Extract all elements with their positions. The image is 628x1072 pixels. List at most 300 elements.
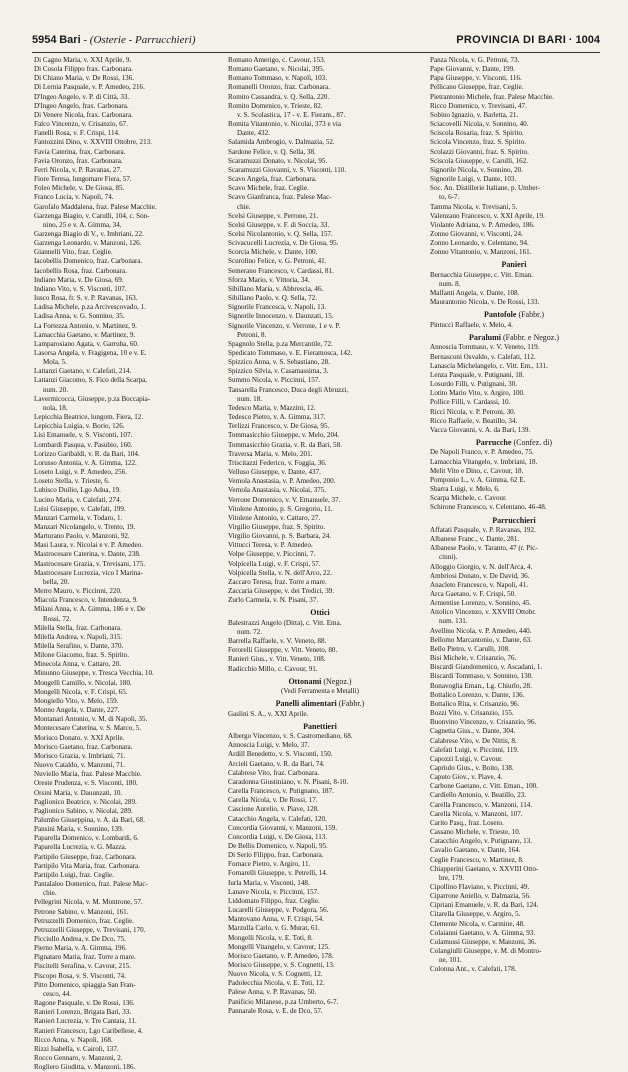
directory-entry: Terlizzi Francesco, v. De Giosa, 95. bbox=[228, 422, 330, 431]
directory-entry: Lamparosiano Agata, v. Garruba, 60. bbox=[34, 339, 139, 348]
entry-continuation: Mola, 5. bbox=[43, 358, 67, 367]
directory-entry: Nuviello Maria, fraz. Palese Macchie. bbox=[34, 770, 142, 779]
directory-entry: Armentise Lorenzo, v. Sonnino, 45. bbox=[430, 599, 532, 608]
directory-entry: Bisi Michele, v. Crisanzio, 76. bbox=[430, 654, 517, 663]
directory-entry: Vernola Anastasia, v. P. Amedeo, 200. bbox=[228, 477, 336, 486]
directory-entry: Bottalico Lorenzo, v. Dante, 136. bbox=[430, 690, 525, 699]
section-heading-title: Panelli alimentari bbox=[275, 699, 337, 709]
directory-entry: Lavermicocca, Giuseppe, p.za Boccapia- bbox=[34, 394, 151, 403]
header-section: - (Osterie - Parrucchieri) bbox=[83, 34, 196, 46]
directory-entry: Ladisa Anna, v. G. Sonnino, 35. bbox=[34, 312, 125, 321]
section-heading-title: Parrucche bbox=[475, 438, 512, 447]
entry-continuation: Dante, 432. bbox=[237, 129, 270, 138]
directory-entry: Ranieri Gius., v. Vitt. Veneto, 108. bbox=[228, 655, 326, 664]
directory-entry: Schirone Francesco, v. Celentano, 46-48. bbox=[430, 503, 547, 512]
directory-entry: Di Cosola Filippo frax. Carbonara. bbox=[34, 65, 133, 74]
column-3 bbox=[430, 56, 598, 974]
directory-entry: Pellicano Giuseppe, fraz. Ceglie. bbox=[430, 83, 524, 92]
header-right bbox=[456, 34, 600, 46]
directory-entry: Favia Oronzo, frax. Carbonara. bbox=[34, 156, 123, 165]
directory-entry: Oreste Prudenza, v. S. Visconti, 180. bbox=[34, 779, 138, 788]
directory-entry: Cagnetta Gius., v. Dante, 304. bbox=[430, 727, 516, 736]
directory-entry: Triscitazzi Federico, v. Foggia, 36. bbox=[228, 458, 327, 467]
directory-entry: Scelsi Giuseppe, v. Perrone, 21. bbox=[228, 211, 319, 220]
directory-entry: Indiano Maria, v. De Giosa, 69. bbox=[34, 275, 124, 284]
directory-entry: Catacchio Angela, v. Calefati, 120. bbox=[228, 814, 327, 823]
directory-entry: Garofalo Maddalena, fraz. Palese Macchie. bbox=[34, 202, 157, 211]
section-heading-title: Panieri bbox=[501, 260, 527, 270]
directory-entry: Petruzzelli Domenico, fraz. Ceglie. bbox=[34, 916, 135, 925]
directory-entry: Carella Nicola, v. De Rossi, 17. bbox=[228, 796, 318, 805]
directory-entry: Balestrazzi Angelo (Ditta), c. Vitt. Ema. bbox=[228, 618, 342, 627]
directory-entry: Carella Francesco, v. Manzoni, 114. bbox=[430, 800, 533, 809]
directory-entry: Rizzi Isabella, v. Cairoli, 137. bbox=[34, 1044, 119, 1053]
directory-entry: Arca Gaetano, v. F. Crispi, 50. bbox=[430, 590, 517, 598]
directory-entry: Favia Caterina, frax. Carbonara. bbox=[34, 147, 126, 156]
directory-entry: Soc. An. Distillerie Italiane, p. Umber- bbox=[430, 184, 540, 193]
directory-entry: Fantozzini Dino, v. XXVIII Ottobre, 213. bbox=[34, 138, 152, 147]
directory-entry: De Napoli Franco, v. P. Amedeo, 75. bbox=[430, 448, 534, 457]
directory-entry: Picciullo Andrea, v. De Dco, 75. bbox=[34, 935, 126, 943]
directory-entry: Iacobellis Domenico, fraz. Carbonara. bbox=[34, 257, 143, 266]
header-province: PROVINCIA DI BARI bbox=[456, 34, 567, 46]
section-heading-title: Panettieri bbox=[303, 721, 337, 731]
directory-entry: Tansarella Francesco, Duca degli Abruzzi, bbox=[228, 385, 349, 394]
section-heading-qualifier: (Fabbr.) bbox=[338, 699, 365, 709]
directory-entry: Ranieri Francesco, Lgo Caribellese, 4. bbox=[34, 1026, 143, 1035]
directory-entry: Colamussi Giuseppe, v. Manzoni, 36. bbox=[430, 937, 537, 946]
directory-entry: Partipilo Giuseppe, fraz. Carbonara. bbox=[34, 852, 137, 861]
directory-entry: Traversa Maria, v. Melo, 201. bbox=[228, 449, 313, 458]
directory-entry: Lotito Mario Vito, v. Argiro, 100. bbox=[430, 389, 525, 398]
directory-entry: Marzulla Carlo, v. G. Murat, 61. bbox=[228, 924, 320, 933]
directory-entry: Garzenga Leonardo, v. Manzoni, 126. bbox=[34, 239, 142, 248]
directory-entry: Giannelli Vito, fraz. Ceglie. bbox=[34, 248, 113, 257]
directory-entry: Ricco Raffaele, v. Beatillo, 34. bbox=[430, 416, 518, 425]
directory-entry: Volpicella Luigi, v. F. Crispi, 57. bbox=[228, 559, 321, 568]
directory-entry: Semerano Francesco, v. Cardassi, 81. bbox=[228, 266, 334, 275]
directory-entry: Morisco Donato, v. XXI Aprile. bbox=[34, 733, 125, 742]
directory-entry: Lattanzi Giacomo, S. Fico della Scarpa, bbox=[34, 376, 148, 385]
directory-entry: Cavalio Gaetano, v. Dante, 164. bbox=[430, 846, 521, 855]
directory-entry: Zurlo Carmela, v. N. Pisani, 37. bbox=[228, 596, 319, 605]
directory-entry: Loseto Stella, v. Trieste, 6. bbox=[34, 477, 110, 486]
section-heading-qualifier: (Fabbr.) bbox=[518, 310, 544, 320]
directory-entry: Caputo Giov., v. Piave, 4. bbox=[430, 773, 503, 782]
directory-entry: Ciparrone Aniello, v. Dalmazia, 56. bbox=[430, 892, 531, 901]
directory-entry: Merro Mauro, v. Piccinni, 220. bbox=[34, 587, 122, 596]
directory-entry: Panificio Milanese, p.za Umberto, 6-7. bbox=[228, 997, 339, 1006]
directory-entry: Zaccaria Giuseppe, v. dei Tredici, 39. bbox=[228, 587, 335, 596]
section-heading-title: Ottici bbox=[310, 608, 330, 618]
directory-entry: Nuovo Cataldo, v. Manzoni, 71. bbox=[34, 761, 125, 770]
directory-entry: Malfanti Angela, v. Dante, 108. bbox=[430, 289, 520, 298]
directory-entry: Calabrese Vito, fraz. Carbonara. bbox=[228, 768, 320, 777]
header-left bbox=[32, 34, 196, 46]
left-page-number: 5954 bbox=[32, 34, 57, 46]
directory-entry: Citarella Giuseppe, v. Argiro, 5. bbox=[430, 910, 521, 919]
directory-entry: Ardill Benedetto, v. S. Visconti, 150. bbox=[228, 750, 333, 759]
directory-entry: Minecola Anna, v. Cattaro, 20. bbox=[34, 660, 122, 669]
directory-entry: Maurantonio Nicola, v. De Rossi, 133. bbox=[430, 298, 540, 307]
directory-entry: Paglionico Sabino, v. Nicolai, 289. bbox=[34, 806, 133, 815]
directory-entry: Mastrocesare Lucrezia, vico I Marina- bbox=[34, 568, 143, 577]
directory-entry: Mongelli Vitangelo, v. Cavour, 125. bbox=[228, 942, 330, 951]
directory-entry: Scelsi Giuseppe, v. F. di Soccia, 33. bbox=[228, 220, 330, 229]
directory-entry: Cardiello Antonio, v. Beatillo, 23. bbox=[430, 791, 527, 800]
section-heading-qualifier: (Negoz.) bbox=[323, 676, 352, 686]
directory-entry: Partipilo Vita Maria, fraz. Carbonara. bbox=[34, 861, 141, 870]
directory-entry: Pape Giovanni, v. Dante, 199. bbox=[430, 65, 516, 74]
entry-continuation: to, 6-7. bbox=[439, 193, 460, 202]
directory-entry: Orsini Maria, v. Dauunzati, 10. bbox=[34, 788, 123, 797]
directory-entry: Lombardi Pasqua, v. Pasubio, 160. bbox=[34, 440, 133, 449]
directory-entry: Romita Vitantonio, v. Nicolai, 373 e via bbox=[228, 120, 342, 129]
directory-entry: Monno Angela, v. Dante, 227. bbox=[34, 706, 120, 715]
section-heading bbox=[430, 333, 598, 342]
entry-continuation: Rossi, 72. bbox=[43, 614, 72, 623]
directory-entry: Milella Andrea, v. Napoli, 315. bbox=[34, 632, 123, 641]
directory-entry: Albanese Franc., v. Dante, 281. bbox=[430, 535, 520, 544]
entry-continuation: ne, 101. bbox=[439, 956, 462, 965]
directory-entry: Palese Anna, v. P. Ravanas, 50. bbox=[228, 988, 317, 997]
directory-entry: Fanelli Rosa, v. F. Crispi, 114. bbox=[34, 129, 120, 138]
directory-entry: Lepicchia Luigia, v. Borio, 126. bbox=[34, 422, 125, 431]
directory-entry: Cipriani Emanuele, v. R. da Bari, 124. bbox=[430, 901, 539, 910]
directory-entry: Spagnolo Stella, p.za Mercantile, 72. bbox=[228, 339, 333, 348]
directory-entry: Pignataro Maria, fraz. Torre a mare. bbox=[34, 953, 136, 962]
directory-entry: Romanelli Oronzo, fraz. Carbonara. bbox=[228, 83, 331, 92]
directory-entry: Signorile Innocenzo, v. Daunzati, 15. bbox=[228, 312, 334, 321]
directory-entry: Lorizzo Garibaldi, v. R. da Bari, 104. bbox=[34, 449, 140, 458]
directory-entry: Piscopo Rosa, v. S. Visconti, 74. bbox=[34, 971, 126, 980]
directory-entry: Vernola Anastasia, v. Nicolai, 375. bbox=[228, 486, 327, 495]
directory-entry: Concordia Giovanni, v. Manzoni, 159. bbox=[228, 823, 338, 832]
directory-entry: Garzenga Biagio, v. Carulli, 104, c. Son- bbox=[34, 211, 150, 220]
directory-entry: Vacca Giovanni, v. A. da Bari, 139. bbox=[430, 425, 531, 434]
directory-entry: Capriulo Gius., v. Boito, 138. bbox=[430, 763, 514, 772]
directory-entry: Indiano Vito, v. S. Visconti, 107. bbox=[34, 284, 127, 293]
directory-entry: Ferri Nicola, v. P. Ravanas, 27. bbox=[34, 165, 122, 174]
directory-entry: Capozzi Luigi, v. Cavour. bbox=[430, 754, 503, 763]
directory-entry: Iurla Maria, v. Visconti, 148. bbox=[228, 878, 310, 887]
directory-entry: Lanave Nicola, v. Piccinni, 157. bbox=[228, 887, 319, 896]
directory-entry: Avellino Nicola, v. P. Amedeo, 440. bbox=[430, 626, 532, 635]
directory-entry: Lasorsa Angela, v. Fragigena, 10 e v. E. bbox=[34, 349, 147, 357]
directory-entry: Miacola Francesco, v. Intendenza, 9. bbox=[34, 596, 138, 605]
directory-entry: Mongiello Vito, v. Melo, 159. bbox=[34, 696, 119, 705]
directory-entry: Cascione Aurelio, v. Piave, 128. bbox=[228, 805, 319, 814]
directory-entry: Milani Anna, v. A. Gimma, 186 e v. De bbox=[34, 605, 146, 614]
page-header bbox=[32, 34, 600, 53]
directory-entry: Spedicato Tommaso, v. E. Fieramosca, 142. bbox=[228, 349, 353, 357]
directory-entry: Signorile Luigi, v. Dante, 103. bbox=[430, 175, 517, 184]
directory-entry: Romano Gaetano, v. Nicolai, 395. bbox=[228, 65, 325, 74]
directory-entry: Zonno Giovanni, v. Visconti, 24. bbox=[430, 229, 523, 238]
section-heading bbox=[228, 608, 412, 617]
directory-entry: Fornace Pietro, v. Argiro, 11. bbox=[228, 860, 311, 869]
directory-entry: Colaianni Gaetano, v. A. Gimma, 93. bbox=[430, 928, 536, 937]
entry-continuation: v. S. Scolastica, 17 - v. E. Fieram., 87. bbox=[237, 110, 346, 119]
directory-entry: Bellomo Marcantonio, v. Dante, 63. bbox=[430, 635, 532, 644]
directory-entry: Bozzi Vito, v. Crisanzio, 155. bbox=[430, 709, 514, 718]
directory-entry: Piscitelli Serafina, v. Cavour, 215. bbox=[34, 962, 131, 971]
directory-entry: Ragone Pasquale, v. De Rossi, 136. bbox=[34, 999, 135, 1008]
directory-entry: Romano Amerigo, c. Cavour, 153. bbox=[228, 56, 326, 64]
directory-entry: Signorile Nicola, v. Sonnino, 20. bbox=[430, 165, 523, 174]
directory-entry: Spizzico Anna, v. S. Sebastiano, 28. bbox=[228, 358, 330, 367]
section-heading-qualifier: (Confez. di) bbox=[513, 438, 553, 447]
directory-entry: Di Venere Nicola, frax. Carbonara. bbox=[34, 110, 133, 119]
directory-entry: Pomponio L., v. A. Gimma, 62 E. bbox=[430, 475, 526, 484]
directory-entry: Scaramuzzi Giovanni, v. S. Visconti, 110. bbox=[228, 165, 347, 174]
directory-entry: Lucarelli Giuseppe, v. Podgora, 56. bbox=[228, 906, 329, 915]
directory-entry: Morisco Gaetano, fraz. Carbonara. bbox=[34, 742, 133, 751]
directory-entry: Velluso Giuseppe, v. Dante, 437. bbox=[228, 468, 321, 477]
directory-entry: Biscardi Tommaso, v. Sonnino, 130. bbox=[430, 672, 533, 681]
directory-entry: Colonna Ant., v. Calefati, 178. bbox=[430, 965, 517, 974]
directory-entry: Bello Pietro, v. Carulli, 108. bbox=[430, 644, 510, 653]
directory-entry: Rocco Gennaro, v. Manzoni, 2. bbox=[34, 1054, 123, 1063]
section-heading-title: Paralumi bbox=[469, 333, 501, 343]
directory-entry: Lamacchia Vitangelo, v. Imbriani, 18. bbox=[430, 457, 538, 466]
directory-entry: Foleo Michele, v. De Giosa, 85. bbox=[34, 184, 125, 193]
directory-entry: Di Cagno Maria, v. XXI Aprile, 9. bbox=[34, 56, 132, 64]
directory-entry: Liddomato Filippo, fraz. Ceglie. bbox=[228, 896, 320, 905]
section-note: (Vedi Ferramenta e Metalli) bbox=[281, 687, 359, 696]
directory-entry: Sciscola Giuseppe, v. Carulli, 162. bbox=[430, 156, 529, 165]
directory-columns bbox=[34, 56, 598, 1072]
directory-entry: Rogliero Giuditta, v. Manzoni, 186. bbox=[34, 1063, 136, 1072]
directory-entry: Volpicella Stella, v. N. dell'Arco, 22. bbox=[228, 568, 332, 577]
section-heading-title: Pantofole bbox=[484, 310, 517, 320]
directory-entry: Petrone Sabino, v. Manzoni, 161. bbox=[34, 907, 129, 916]
directory-entry: Romano Tommaso, v. Napoli, 103. bbox=[228, 74, 328, 83]
directory-entry: Romito Cassandra, v. Q. Sella, 220. bbox=[228, 92, 330, 101]
directory-entry: Ambriosi Donato, v. De David, 36. bbox=[430, 571, 530, 580]
directory-entry: Paparella Lucrezia, v. G. Mazza. bbox=[34, 843, 127, 852]
entry-continuation: num. 8. bbox=[439, 280, 461, 288]
directory-entry: Salamida Ambrogio, v. Dalmazia, 52. bbox=[228, 138, 335, 147]
section-heading-qualifier: (Fabbr. e Negoz.) bbox=[503, 333, 559, 343]
directory-entry: Volpe Giuseppe, v. Piccinni, 7. bbox=[228, 550, 316, 559]
directory-entry: Sforza Mario, v. Vittoria, 34. bbox=[228, 275, 310, 284]
directory-entry: Vitolene Antonio, v. Cattaro, 27. bbox=[228, 513, 321, 522]
directory-entry: Summo Nicola, v. Piccinni, 157. bbox=[228, 376, 321, 385]
entry-continuation: nola, 18. bbox=[43, 403, 68, 412]
directory-entry: Sardone Felice, v. Q. Sella, 38. bbox=[228, 147, 316, 156]
directory-entry: Di Chiano Maria, v. De Rossi, 136. bbox=[34, 74, 135, 83]
entry-continuation: cesco, 44. bbox=[43, 989, 72, 998]
directory-entry: Albanese Paolo, v. Taranto, 47 (r. Pic- bbox=[430, 544, 538, 553]
directory-entry: Tamma Nicola, v. Trevisani, 5. bbox=[430, 202, 518, 211]
directory-entry: Lenza Pasquale, v. Putignani, 18. bbox=[430, 370, 525, 379]
right-page-number: · 1004 bbox=[568, 34, 600, 46]
directory-entry: Papa Giuseppe, v. Visconti, 116. bbox=[430, 74, 522, 83]
section-heading bbox=[228, 722, 412, 731]
directory-entry: Scivacucelli Lucrezia, v. De Giosa, 95. bbox=[228, 239, 339, 248]
directory-entry: Sobino Ignazio, v. Barletta, 21. bbox=[430, 110, 519, 119]
directory-entry: Morisco Grazia, v. Imbriani, 71. bbox=[34, 751, 126, 760]
section-heading bbox=[228, 677, 412, 686]
header-city: Bari bbox=[59, 34, 81, 46]
directory-entry: Signorile Vincenzo, v. Verrone, 1 e v. P. bbox=[228, 321, 341, 330]
directory-entry: Minunno Giuseppe, v. Tresca Vecchia, 10. bbox=[34, 669, 154, 678]
directory-entry: Catacchio Angelo, v. Putignano, 13. bbox=[430, 837, 532, 846]
entry-continuation: chie. bbox=[237, 202, 251, 211]
directory-entry: Bonavoglia Eman., Lg. Chiurlo, 28. bbox=[430, 681, 532, 690]
directory-entry: Paglionico Beatrice, v. Nicolai, 289. bbox=[34, 797, 137, 806]
directory-entry: Virgilio Giuseppe, fraz. S. Spirito. bbox=[228, 522, 326, 531]
entry-continuation: bella, 20. bbox=[43, 577, 70, 586]
directory-entry: Albergo Vincenzo, v. S. Castromediano, 68. bbox=[228, 732, 353, 741]
directory-entry: Pitto Domenico, spiaggia San Fran- bbox=[34, 980, 136, 989]
directory-entry: Mastrocesare Grazia, v. Trevisani, 175. bbox=[34, 559, 146, 568]
directory-entry: Vitolene Antonio, p. S. Gregorio, 11. bbox=[228, 504, 333, 513]
column-2 bbox=[228, 56, 412, 1015]
entry-continuation: num. 131. bbox=[439, 617, 468, 626]
directory-entry: Carella Francesco, v. Putignano, 187. bbox=[228, 787, 334, 796]
directory-entry: Buonvino Vincenzo, v. Crisanzio, 96. bbox=[430, 718, 537, 727]
directory-entry: Scarpa Michele, c. Cavour. bbox=[430, 494, 507, 503]
directory-entry: Fornarelli Giuseppe, v. Petrelli, 14. bbox=[228, 869, 328, 878]
directory-entry: Panza Nicola, v. G. Petroni, 73. bbox=[430, 56, 520, 64]
directory-entry: Loseto Luigi, v. P. Amedeo, 256. bbox=[34, 468, 127, 477]
section-heading-title: Parrucchieri bbox=[492, 515, 536, 525]
directory-entry: Melit Vito e Dino, c. Cavour, 18. bbox=[430, 466, 524, 475]
directory-entry: D'Ingeo Angelo, v. P. di Città, 33. bbox=[34, 92, 130, 101]
directory-entry: Ranieri Lucrezia, v. Tre Cantaia, 11. bbox=[34, 1017, 137, 1026]
directory-entry: Ricco Domenico, v. Trevisani, 47. bbox=[430, 101, 527, 110]
directory-entry: Arcieli Gaetano, v. R. da Bari, 74. bbox=[228, 759, 325, 768]
directory-entry: Vittucci Teresa, v. P. Amedeo. bbox=[228, 541, 313, 550]
directory-entry: Calabrese Vito, v. De Nittis, 8. bbox=[430, 736, 517, 745]
directory-entry: Bottalico Rita, v. Crisanzio, 96. bbox=[430, 699, 520, 708]
directory-entry: Fiore Teresa, lungomare Fiera, 57. bbox=[34, 175, 132, 184]
directory-entry: Cipollino Flaviano, v. Piccinni, 49. bbox=[430, 883, 530, 891]
directory-entry: Di Serio Filippo, fraz. Carbonara. bbox=[228, 851, 324, 860]
directory-entry: Anacleto Francesco, v. Napoli, 41. bbox=[430, 580, 529, 589]
directory-entry: Partipilo Luigi, fraz. Ceglie. bbox=[34, 870, 114, 879]
directory-entry: Scaramuzzi Donato, v. Nicolai, 95. bbox=[228, 156, 328, 165]
directory-entry: Tommasicchio Grazia, v. R. da Bari, 58. bbox=[228, 440, 342, 449]
directory-entry: Manzari Carmela, v. Todaro, 1. bbox=[34, 513, 123, 522]
directory-entry: Romito Domenico, v. Trieste, 82. bbox=[228, 101, 323, 110]
directory-entry: Mongelli Camillo, v. Nicolai, 180. bbox=[34, 678, 132, 687]
section-heading bbox=[228, 699, 412, 708]
directory-entry: Palumbo Giuseppina, v. A. da Bari, 68. bbox=[34, 815, 145, 824]
directory-entry: Mastrocesare Caterina, v. Dante, 238. bbox=[34, 550, 141, 559]
directory-entry: Tommasicchio Giuseppe, v. Melo, 204. bbox=[228, 431, 340, 440]
column-1 bbox=[34, 56, 210, 1072]
directory-entry: Padolecchia Nicola, v. E. Toti, 12. bbox=[228, 979, 325, 988]
directory-entry: Di Lernia Pasquale, v. P. Amedeo, 216. bbox=[34, 83, 145, 92]
directory-entry: Ferorelli Giuseppe, v. Vitt. Veneto, 80. bbox=[228, 646, 338, 655]
directory-entry: Milella Serafino, v. Dante, 370. bbox=[34, 642, 124, 650]
directory-entry: Iacobellis Rosa, fraz. Carbonara. bbox=[34, 266, 127, 275]
directory-entry: Gaslini S. A., v. XXI Aprile. bbox=[228, 709, 309, 718]
directory-entry: Masi Laura, v. Nicolai e v. P. Amedeo. bbox=[34, 541, 144, 550]
directory-entry: Lucino Maria, v. Calefati, 274. bbox=[34, 495, 122, 504]
directory-entry: Carbone Gaetano, c. Vitt. Eman., 100. bbox=[430, 782, 538, 791]
directory-entry: Scavo Angela, fraz. Carbonara. bbox=[228, 175, 317, 184]
section-heading bbox=[430, 516, 598, 525]
directory-entry: Bernacchia Giuseppe, c. Vitt. Eman. bbox=[430, 270, 534, 279]
directory-entry: Zonno Leonardo, v. Celentano, 94. bbox=[430, 239, 529, 248]
directory-entry: Iusco Rosa, fr. S. v. P. Ravanas, 163. bbox=[34, 294, 138, 303]
directory-entry: Ceglie Francesco, v. Martinez, 8. bbox=[430, 855, 524, 864]
directory-entry: Zaccaro Teresa, fraz. Torre a mare. bbox=[228, 577, 327, 586]
directory-entry: Cassano Michele, v. Trieste, 10. bbox=[430, 828, 521, 837]
directory-entry: Marturano Paolo, v. Manzoni, 92. bbox=[34, 532, 130, 541]
directory-entry: Lamacchia Gaetano, v. Martinez, 9. bbox=[34, 330, 136, 339]
directory-entry: Calefati Luigi, v. Piccinni, 119. bbox=[430, 745, 519, 754]
directory-entry: Alloggio Giorgio, v. N. dell'Arca, 4. bbox=[430, 562, 533, 571]
directory-entry: Violante Adriana, v. P. Amedeo, 186. bbox=[430, 220, 535, 229]
directory-entry: Chiapperini Gaetano, v. XXVIII Otto- bbox=[430, 864, 539, 873]
section-heading bbox=[430, 438, 598, 447]
directory-entry: D'Ingeo Angelo, frax. Carbonara. bbox=[34, 101, 129, 110]
directory-entry: Clemente Nicola, v. Carmine, 48. bbox=[430, 919, 525, 928]
directory-entry: Morisco Giuseppe, v. S. Cognetti, 13. bbox=[228, 961, 335, 969]
entry-continuation: bre, 179. bbox=[439, 873, 465, 882]
directory-entry: Lisi Emanuele, v. S. Visconti, 107. bbox=[34, 431, 133, 440]
directory-entry: Mongelli Nicola, v. E. Toti, 8. bbox=[228, 933, 313, 942]
directory-entry: Lepicchia Beatrice, lungom. Fiera, 12. bbox=[34, 413, 144, 422]
directory-entry: Valenzano Francesco, v. XXI Aprile, 19. bbox=[430, 211, 545, 220]
directory-entry: Sbarra Luigi, v. Melo, 6. bbox=[430, 485, 500, 494]
directory-entry: Petruzzelli Giuseppe, v. Trevisani, 170. bbox=[34, 925, 146, 934]
directory-entry: Barrella Raffaele, v. V. Veneto, 88. bbox=[228, 637, 327, 646]
directory-entry: Lanascia Michelangelo, c. Vitt. Em., 131. bbox=[430, 361, 548, 370]
directory-entry: Annoscia Tommaso, v. V. Veneto, 119. bbox=[430, 343, 540, 352]
directory-entry: Franco Lucia, v. Napoli, 74. bbox=[34, 193, 114, 202]
directory-entry: La Fortezza Antonio, v. Martinez, 9. bbox=[34, 321, 137, 330]
directory-entry: Nuovo Nicola, v. S. Cognetti, 12. bbox=[228, 970, 323, 979]
directory-entry: Pannarale Rosa, v. E. de Dco, 57. bbox=[228, 1006, 323, 1015]
entry-continuation: Petroni, 8. bbox=[237, 330, 267, 339]
directory-entry: Montanari Antonio, v. M. di Napoli, 35. bbox=[34, 715, 148, 724]
directory-entry: Scelsi Nicolantonio, v. Q. Sella, 157. bbox=[228, 229, 333, 238]
directory-entry: Scavo Michele, fraz. Ceglie. bbox=[228, 184, 309, 193]
directory-entry: Lattanzi Gaetano, v. Calefati, 214. bbox=[34, 367, 132, 376]
directory-entry: Annoscia Luigi, v. Melo, 37. bbox=[228, 741, 310, 750]
directory-entry: Virgilio Giovanni, p. S. Barbara, 24. bbox=[228, 532, 332, 541]
directory-entry: Manzari Nicolangelo, v. Trento, 19. bbox=[34, 522, 136, 531]
directory-entry: Pietrantonio Michele, fraz. Palese Macchie. bbox=[430, 92, 554, 101]
directory-entry: Ricco Anna, v. Napoli, 168. bbox=[34, 1035, 113, 1044]
directory-entry: Pantalaleo Domenico, fraz. Palese Mac- bbox=[34, 880, 148, 889]
directory-entry: Pierno Maria, v. A. Gimma, 196. bbox=[34, 944, 127, 953]
directory-entry: Paparella Domenico, v. Lombardi, 6. bbox=[34, 834, 139, 843]
directory-entry: Pansini Maria, v. Sonnino, 139. bbox=[34, 825, 124, 834]
directory-entry: Spizzico Silvia, v. Casamassima, 3. bbox=[228, 367, 329, 376]
directory-entry: Ranieri Lorenzo, Brigata Bari, 33. bbox=[34, 1008, 132, 1017]
directory-entry: Verrone Domenico, v. V. Emanuele, 37. bbox=[228, 495, 341, 504]
directory-entry: Signorile Francesca, v. Napoli, 13. bbox=[228, 303, 327, 312]
section-heading bbox=[430, 260, 598, 269]
directory-entry: Ladisa Michele, p.za Arcivescovado, 1. bbox=[34, 303, 146, 312]
directory-entry: Scavo Gianfranca, fraz. Palese Mac- bbox=[228, 193, 332, 202]
directory-entry: Mantovano Anna, v. F. Crispi, 54. bbox=[228, 915, 324, 924]
directory-entry: Morisco Gaetano, v. P. Amedeo, 178. bbox=[228, 951, 334, 960]
directory-entry: Tedesco Maria, v. Mazzini, 12. bbox=[228, 403, 316, 412]
entry-continuation: num. 18. bbox=[237, 394, 263, 403]
directory-entry: Luisi Giuseppe, v. Calefati, 199. bbox=[34, 504, 126, 513]
directory-entry: De Bellis Domenico, v. Napoli, 95. bbox=[228, 841, 328, 850]
directory-entry: Attolico Vincenzo, v. XXVIII Ottobr. bbox=[430, 608, 536, 617]
entry-continuation: cinni). bbox=[439, 553, 458, 562]
